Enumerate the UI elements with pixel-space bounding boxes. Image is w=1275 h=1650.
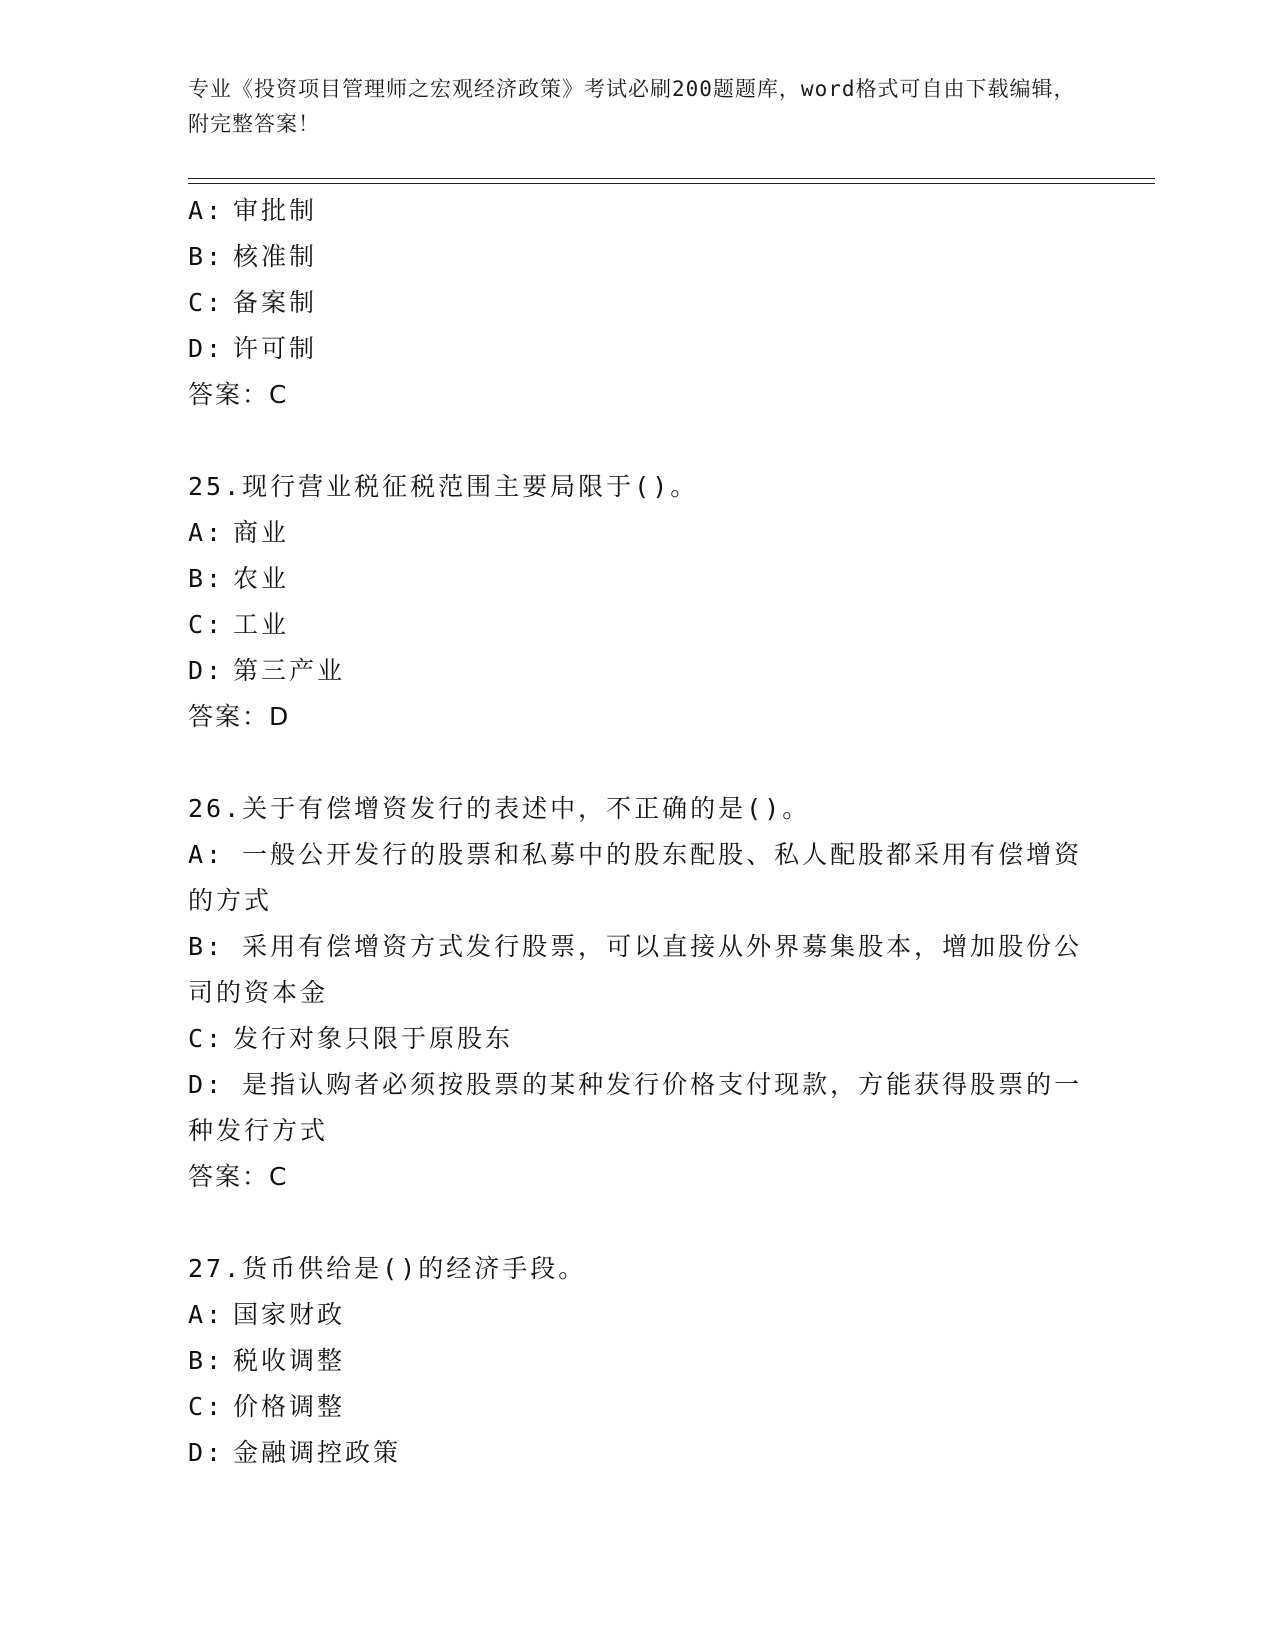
option-a (188, 1292, 1088, 1338)
option-key: D: (188, 1070, 225, 1099)
option-key: A: (188, 196, 225, 225)
option-b (188, 1338, 1088, 1384)
option-d (188, 1430, 1088, 1476)
header-divider-bottom (188, 183, 1155, 184)
option-key: C: (188, 1024, 225, 1053)
option-key: A: (188, 1300, 225, 1329)
option-text: 一般公开发行的股票和私募中的股东配股、私人配股都采用有偿增资的方式 (188, 840, 1083, 915)
option-text: 发行对象只限于原股东 (233, 1024, 514, 1053)
question-block (188, 786, 1088, 1200)
option-text: 备案制 (233, 288, 318, 317)
question-block (188, 1246, 1088, 1476)
spacer (188, 740, 1088, 786)
answer-line: 答案：C (188, 380, 289, 409)
answer-line: 答案：C (188, 1162, 289, 1191)
option-key: D: (188, 1438, 225, 1467)
option-c (188, 602, 1088, 648)
option-a (188, 510, 1088, 556)
option-c (188, 280, 1088, 326)
answer-line: 答案：D (188, 702, 291, 731)
question-stem: 27.货币供给是()的经济手段。 (188, 1254, 587, 1283)
option-text: 价格调整 (233, 1392, 346, 1421)
option-key: C: (188, 610, 225, 639)
option-text: 是指认购者必须按股票的某种发行价格支付现款，方能获得股票的一种发行方式 (188, 1070, 1083, 1145)
question-list (188, 188, 1088, 1476)
option-text: 国家财政 (233, 1300, 346, 1329)
spacer (188, 1200, 1088, 1246)
option-d (188, 1062, 1088, 1154)
option-a (188, 188, 1088, 234)
option-text: 工业 (233, 610, 290, 639)
question-stem: 25.现行营业税征税范围主要局限于()。 (188, 472, 699, 501)
spacer (188, 418, 1088, 464)
option-b (188, 556, 1088, 602)
option-a (188, 832, 1088, 924)
option-key: A: (188, 840, 225, 869)
option-text: 许可制 (233, 334, 318, 363)
option-c (188, 1016, 1088, 1062)
option-key: C: (188, 288, 225, 317)
option-text: 采用有偿增资方式发行股票，可以直接从外界募集股本，增加股份公司的资本金 (188, 932, 1083, 1007)
option-text: 第三产业 (233, 656, 346, 685)
option-key: C: (188, 1392, 225, 1421)
option-text: 农业 (233, 564, 290, 593)
option-key: D: (188, 656, 225, 685)
question-block (188, 464, 1088, 740)
option-key: A: (188, 518, 225, 547)
option-c (188, 1384, 1088, 1430)
header-divider-top (188, 178, 1155, 179)
option-b (188, 234, 1088, 280)
option-key: B: (188, 242, 225, 271)
option-text: 审批制 (233, 196, 318, 225)
option-text: 金融调控政策 (233, 1438, 402, 1467)
option-b (188, 924, 1088, 1016)
question-stem: 26.关于有偿增资发行的表述中，不正确的是()。 (188, 794, 811, 823)
option-d (188, 326, 1088, 372)
option-key: B: (188, 932, 225, 961)
option-text: 核准制 (233, 242, 318, 271)
option-key: B: (188, 1346, 225, 1375)
option-key: B: (188, 564, 225, 593)
question-block (188, 188, 1088, 418)
option-key: D: (188, 334, 225, 363)
option-text: 税收调整 (233, 1346, 346, 1375)
option-d (188, 648, 1088, 694)
document-header: 专业《投资项目管理师之宏观经济政策》考试必刷200题题库，word格式可自由下载编辑，附完整答案！ (188, 77, 1076, 136)
option-text: 商业 (233, 518, 290, 547)
